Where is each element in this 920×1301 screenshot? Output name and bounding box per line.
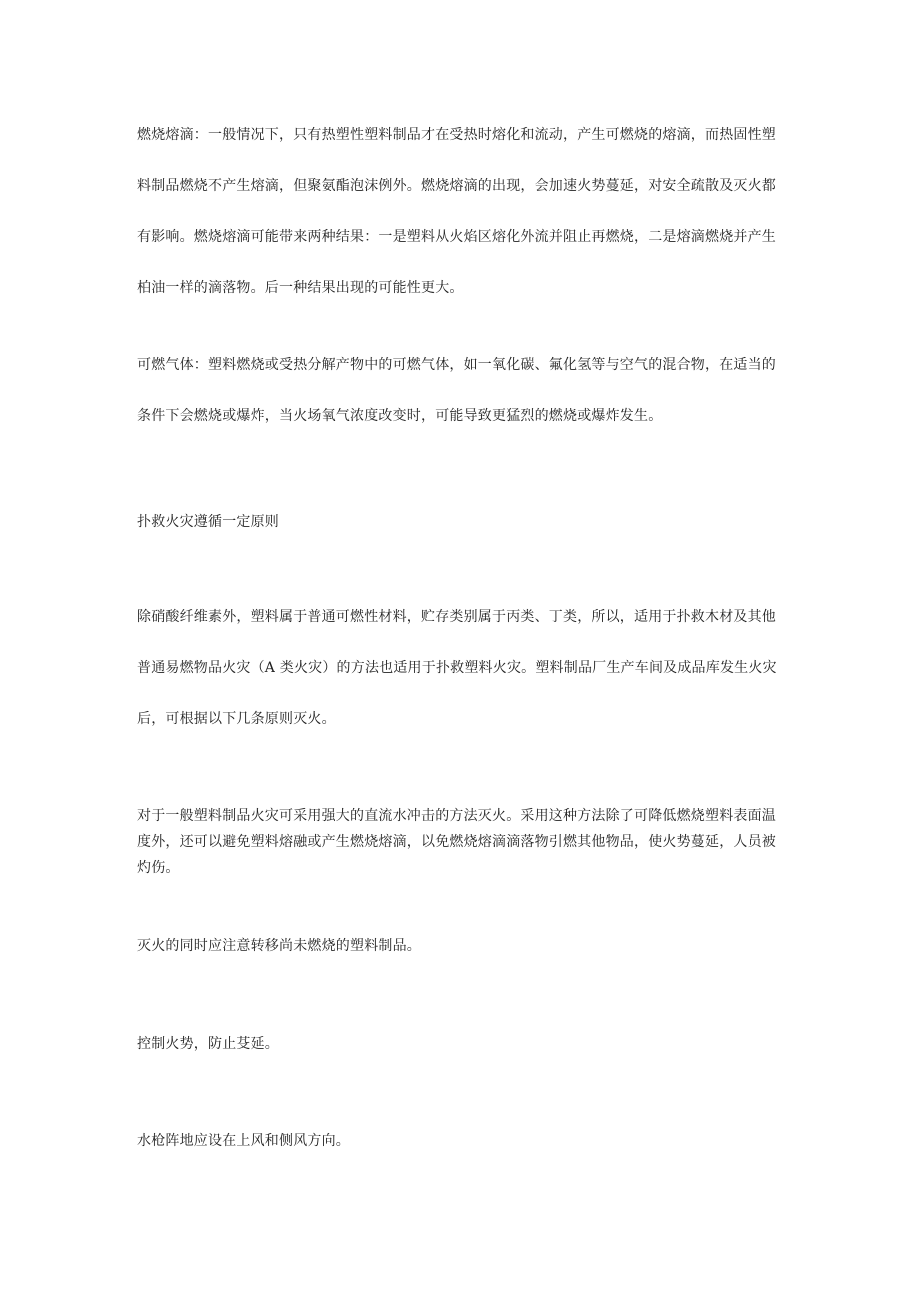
paragraph-burning-droplets: 燃烧熔滴：一般情况下，只有热塑性塑料制品才在受热时熔化和流动，产生可燃烧的熔滴，而热固性塑料制品燃烧不产生熔滴，但聚氨酯泡沫例外。燃烧熔滴的出现，会加速火势蔓延，对安全疏散及灭火都有影响。燃烧熔滴可能带来两种结果：一是塑料从火焰区熔化外流并阻止再燃烧，二是熔滴燃烧并产生柏油一样的滴落物。后一种结果出现的可能性更大。 xyxy=(137,127,776,296)
paragraph-water-jet-method: 对于一般塑料制品火灾可采用强大的直流水冲击的方法灭火。采用这种方法除了可降低燃烧塑料表面温度外，还可以避免塑料熔融或产生燃烧熔滴，以免燃烧熔滴滴落物引燃其他物品，使火势蔓延，人员被灼伤。 xyxy=(137,808,776,876)
paragraph-plastic-classification: 除硝酸纤维素外，塑料属于普通可燃性材料，贮存类别属于丙类、丁类，所以，适用于扑救木材及其他普通易燃物品火灾（A 类火灾）的方法也适用于扑救塑料火灾。塑料制品厂生产车间及成品库发生火灾后，可根据以下几条原则灭火。 xyxy=(137,609,777,727)
paragraph-control-fire: 控制火势，防止芟延。 xyxy=(137,1036,279,1052)
paragraph-nozzle-position: 水枪阵地应设在上风和侧风方向。 xyxy=(137,1133,350,1149)
section-heading-firefighting-principles: 扑救火灾遵循一定原则 xyxy=(137,514,279,530)
paragraph-transfer-unburned: 灭火的同时应注意转移尚未燃烧的塑料制品。 xyxy=(137,938,421,954)
paragraph-combustible-gas: 可燃气体：塑料燃烧或受热分解产物中的可燃气体，如一氧化碳、氟化氢等与空气的混合物，在适当的条件下会燃烧或爆炸，当火场氧气浓度改变时，可能导致更猛烈的燃烧或爆炸发生。 xyxy=(137,357,776,424)
